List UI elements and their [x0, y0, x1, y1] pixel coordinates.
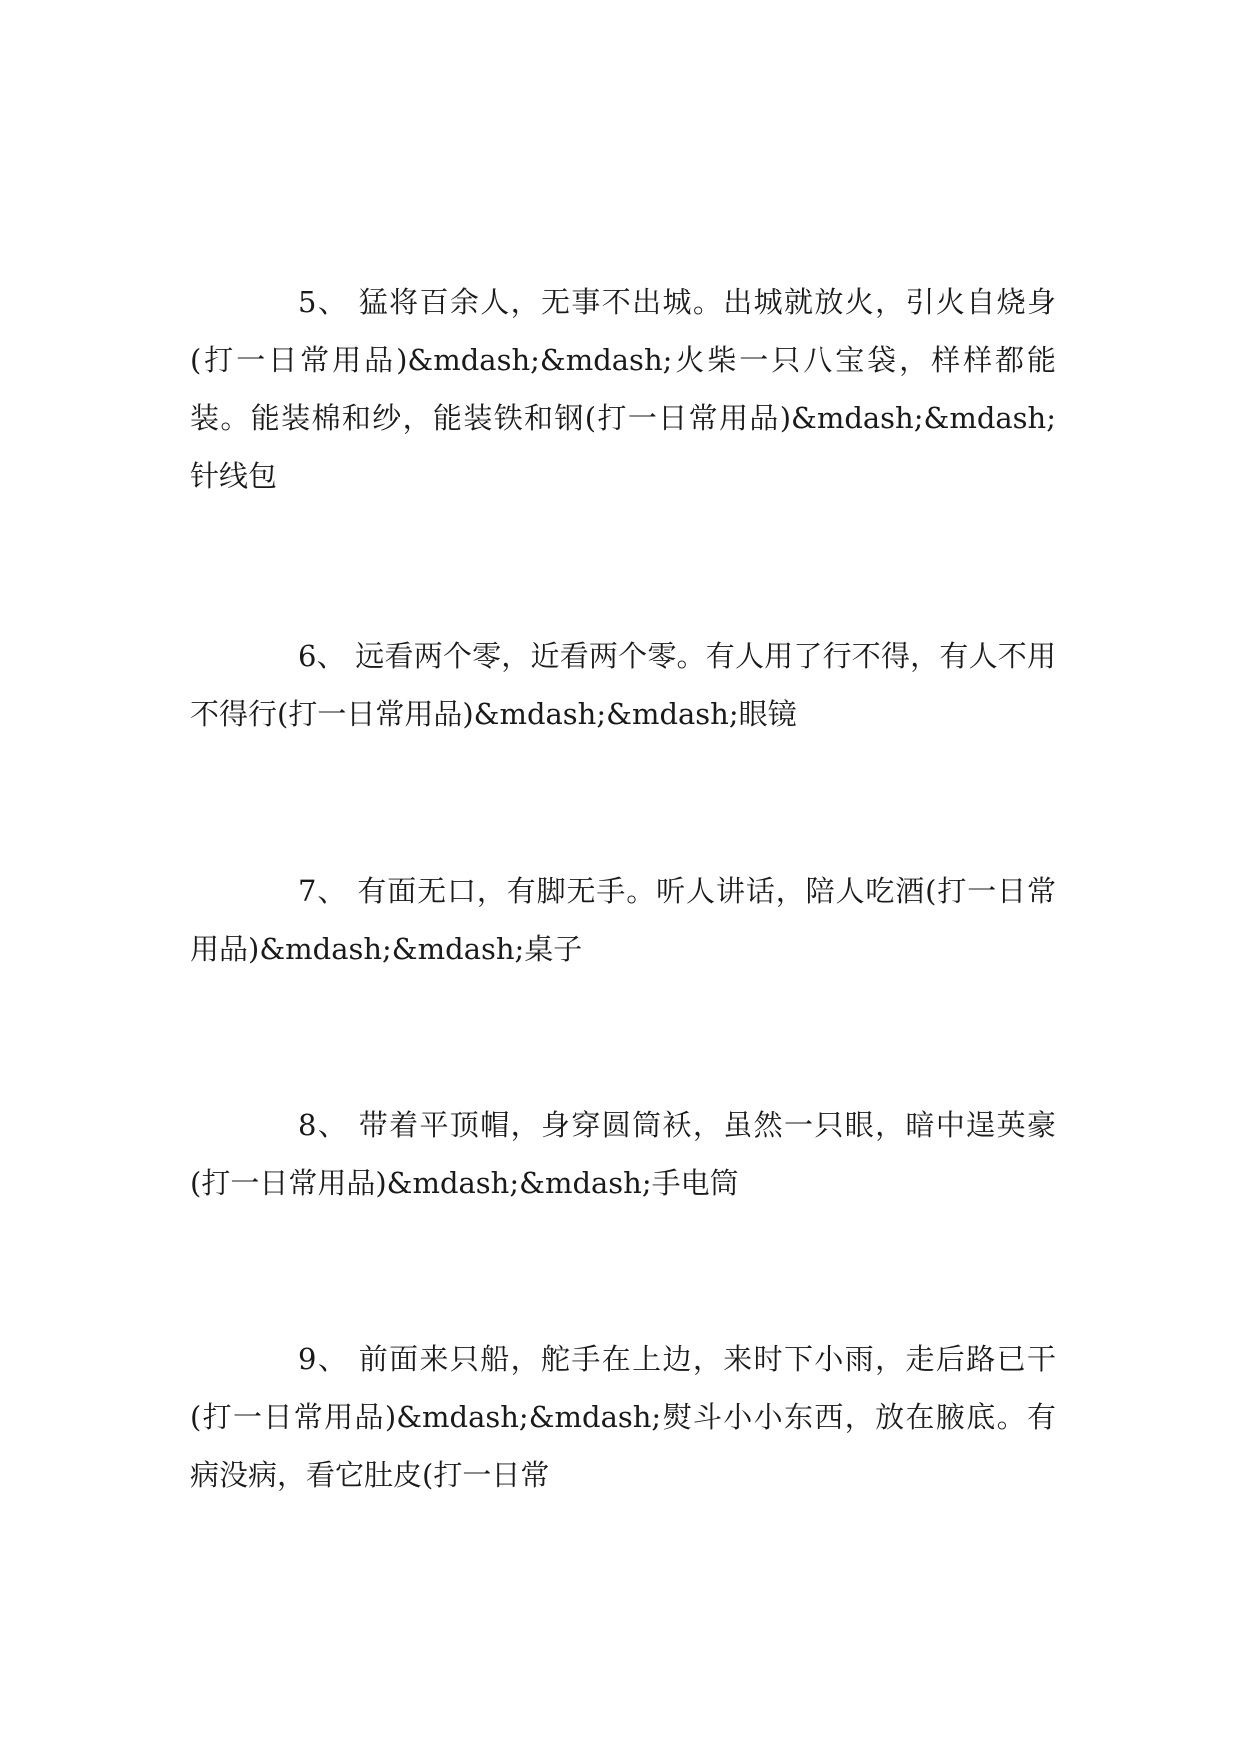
riddle-paragraph-9: 9、 前面来只船，舵手在上边，来时下小雨，走后路已干(打一日常用品)&mdash;&mdash;熨斗小小东西，放在腋底。有病没病，看它肚皮(打一日常 [190, 1342, 1056, 1492]
riddle-paragraph-7: 7、 有面无口，有脚无手。听人讲话，陪人吃酒(打一日常用品)&mdash;&mdash;桌子 [190, 874, 1056, 966]
riddle-paragraph-8: 8、 带着平顶帽，身穿圆筒袄，虽然一只眼，暗中逞英豪(打一日常用品)&mdash;&mdash;手电筒 [190, 1108, 1056, 1200]
riddle-paragraph-5: 5、 猛将百余人，无事不出城。出城就放火，引火自烧身(打一日常用品)&mdash;&mdash;火柴一只八宝袋，样样都能装。能装棉和纱，能装铁和钢(打一日常用品)&mdash;&mdash; 针线包 [190, 285, 1056, 493]
riddle-paragraph-6: 6、 远看两个零，近看两个零。有人用了行不得，有人不用不得行(打一日常用品)&mdash;&mdash;眼镜 [190, 639, 1056, 731]
